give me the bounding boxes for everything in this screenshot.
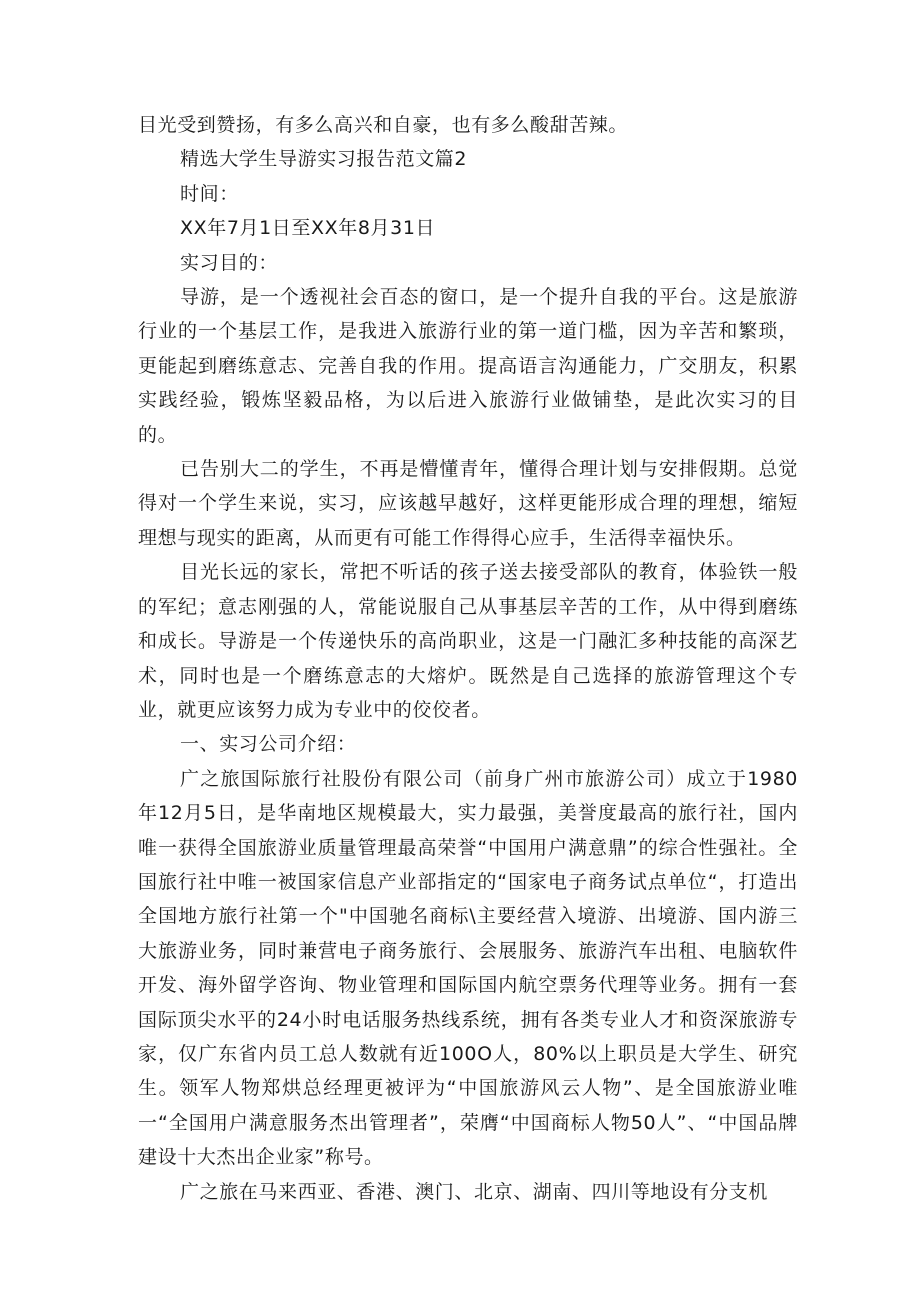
purpose-label: 实习目的： [180, 251, 279, 274]
document-body [138, 108, 798, 1209]
section-title: 精选大学生导游实习报告范文篇2 [180, 148, 468, 171]
time-value: XX年7月1日至XX年8月31日 [180, 217, 436, 240]
paragraph-company: 广之旅国际旅行社股份有限公司（前身广州市旅游公司）成立于1980年12月5日，是华南地区规模最大，实力最强，美誉度最高的旅行社，国内唯一获得全国旅游业质量管理最高荣誉“中国用户满意鼎”的综合性强社。全国旅行社中唯一被国家信息产业部指定的“国家电子商务试点单位“，打造出全国地方旅行社第一个"中国驰名商标\主要经营入境游、出境游、国内游三大旅游业务，同时兼营电子商务旅行、会展服务、旅游汽车出租、电脑软件开发、海外留学咨询、物业管理和国际国内航空票务代理等业务。拥有一套国际顶尖水平的24小时电话服务热线系统，拥有各类专业人才和资深旅游专家，仅广东省内员工总人数就有近100O人，80%以上职员是大学生、研究生。领军人物郑烘总经理更被评为“中国旅游风云人物”、是全国旅游业唯一“全国用户满意服务杰出管理者”，荣膺“中国商标人物50人”、“中国品牌建设十大杰出企业家”称号。 [138, 767, 798, 1169]
time-label: 时间： [180, 182, 239, 205]
paragraph-purpose: 导游，是一个透视社会百态的窗口，是一个提升自我的平台。这是旅游行业的一个基层工作，是我进入旅游行业的第一道门槛，因为辛苦和繁琐，更能起到磨练意志、完善自我的作用。提高语言沟通能力，广交朋友，积累实践经验，锻炼坚毅品格，为以后进入旅游行业做铺垫，是此次实习的目的。 [138, 286, 798, 446]
paragraph-vision: 目光长远的家长，常把不听话的孩子送去接受部队的教育，体验铁一般的军纪；意志刚强的人，常能说服自己从事基层辛苦的工作，从中得到磨练和成长。导游是一个传递快乐的高尚职业，这是一门融汇多种技能的高深艺术，同时也是一个磨练意志的大熔炉。既然是自己选择的旅游管理这个专业，就更应该努力成为专业中的佼佼者。 [138, 561, 798, 721]
company-heading: 一、实习公司介绍： [180, 733, 357, 756]
paragraph-student: 已告别大二的学生，不再是懵懂青年，懂得合理计划与安排假期。总觉得对一个学生来说，实习，应该越早越好，这样更能形成合理的理想，缩短理想与现实的距离，从而更有可能工作得得心应手，生活得幸福快乐。 [138, 458, 798, 549]
paragraph-1: 目光受到赞扬，有多么高兴和自豪，也有多么酸甜苦辣。 [138, 114, 629, 136]
paragraph-branches: 广之旅在马来西亚、香港、澳门、北京、湖南、四川等地设有分支机 [180, 1180, 769, 1203]
